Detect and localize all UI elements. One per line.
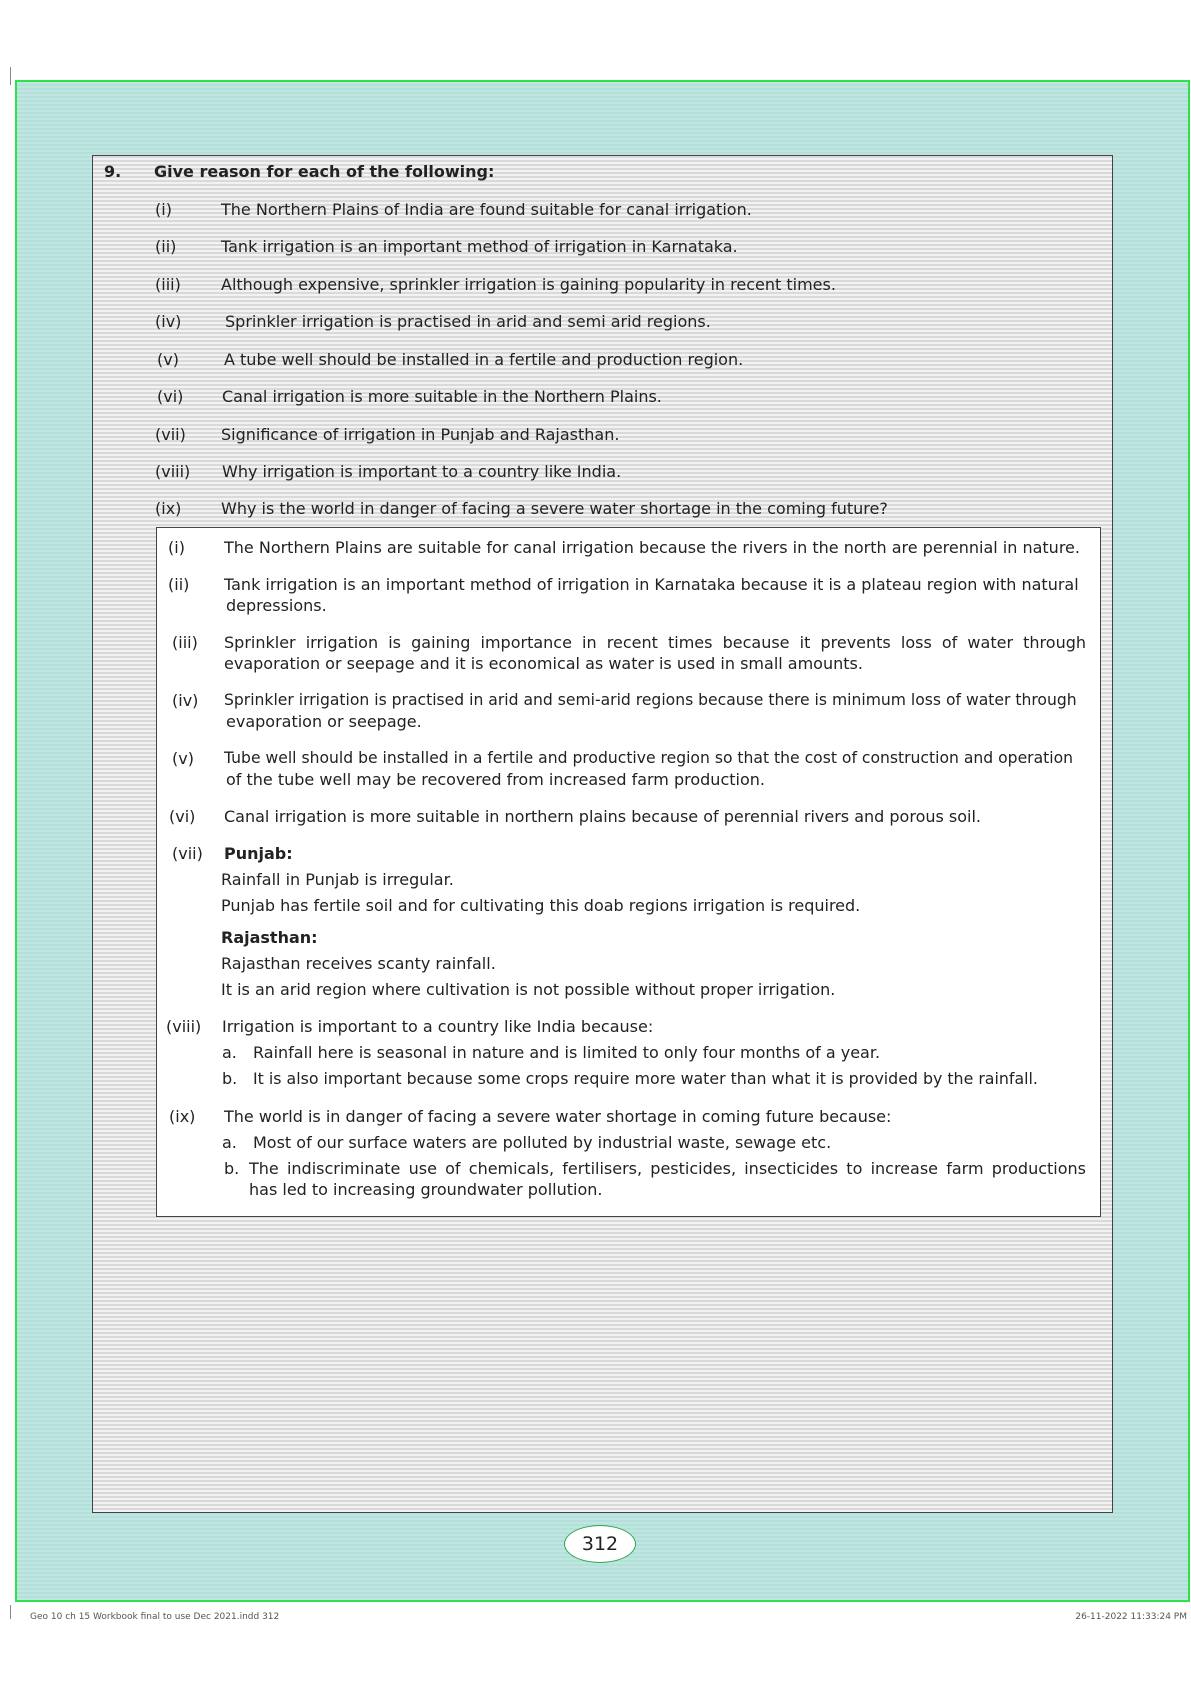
answer-text-line2: evaporation or seepage.	[226, 712, 422, 731]
answer-ix-b-line1: The indiscriminate use of chemicals, fertilisers, pesticides, insecticides to increase farm productions	[249, 1159, 1086, 1178]
footer-timestamp: 26-11-2022 11:33:24 PM	[1075, 1612, 1187, 1622]
answer-num: (ii)	[168, 575, 190, 594]
question-item-text: The Northern Plains of India are found suitable for canal irrigation.	[221, 200, 752, 219]
question-item-num: (ix)	[155, 499, 182, 518]
crop-mark-bottom	[10, 1605, 11, 1619]
answer-ix-b-line2: has led to increasing groundwater pollution.	[249, 1180, 603, 1199]
answer-ix-a-text: Most of our surface waters are polluted by industrial waste, sewage etc.	[253, 1133, 832, 1152]
answer-text: The world is in danger of facing a severe water shortage in coming future because:	[224, 1107, 892, 1126]
question-item-text: Sprinkler irrigation is practised in arid and semi arid regions.	[225, 312, 711, 331]
answer-text-line2: of the tube well may be recovered from increased farm production.	[226, 770, 765, 789]
crop-mark-top	[10, 67, 11, 85]
answer-viii-a-text: Rainfall here is seasonal in nature and is limited to only four months of a year.	[253, 1043, 881, 1062]
question-item-num: (i)	[155, 200, 172, 219]
punjab-heading: Punjab:	[224, 844, 293, 863]
answer-num: (viii)	[166, 1017, 202, 1036]
question-item-num: (vi)	[157, 387, 184, 406]
answer-num: (ix)	[169, 1107, 196, 1126]
punjab-point-1: Rainfall in Punjab is irregular.	[221, 870, 454, 889]
answer-num: (i)	[168, 538, 185, 557]
answer-num: (iv)	[172, 691, 199, 710]
punjab-point-2: Punjab has fertile soil and for cultivating this doab regions irrigation is required.	[221, 896, 861, 915]
answer-text-line2: evaporation or seepage and it is economical as water is used in small amounts.	[224, 654, 863, 673]
answer-text-line1: Sprinkler irrigation is gaining importance in recent times because it prevents loss of water through	[224, 633, 1086, 652]
rajasthan-point-1: Rajasthan receives scanty rainfall.	[221, 954, 496, 973]
page-number: 312	[564, 1525, 636, 1563]
question-item-num: (iv)	[155, 312, 182, 331]
answer-num: (vii)	[172, 844, 203, 863]
question-item-num: (viii)	[155, 462, 191, 481]
rajasthan-point-2: It is an arid region where cultivation is not possible without proper irrigation.	[221, 980, 836, 999]
answer-num: (iii)	[172, 633, 198, 652]
answer-text: The Northern Plains are suitable for canal irrigation because the rivers in the north are perennial in nature.	[224, 538, 1080, 557]
answer-viii-a-label: a.	[222, 1043, 237, 1062]
question-item-text: A tube well should be installed in a fertile and production region.	[224, 350, 744, 369]
question-item-text: Tank irrigation is an important method of irrigation in Karnataka.	[221, 237, 738, 256]
answer-viii-b-text: It is also important because some crops require more water than what it is provided by the rainfall.	[253, 1069, 1038, 1088]
question-item-num: (vii)	[155, 425, 186, 444]
question-item-text: Why irrigation is important to a country like India.	[222, 462, 622, 481]
question-item-text: Although expensive, sprinkler irrigation is gaining popularity in recent times.	[221, 275, 836, 294]
answer-text-line1: Sprinkler irrigation is practised in arid and semi-arid regions because there is minimum loss of water through	[224, 691, 1077, 709]
answer-ix-b-label: b.	[224, 1159, 240, 1178]
answer-text: Irrigation is important to a country like India because:	[222, 1017, 654, 1036]
question-number: 9.	[104, 162, 122, 181]
question-title: Give reason for each of the following:	[154, 162, 495, 181]
answer-num: (vi)	[169, 807, 196, 826]
question-item-text: Significance of irrigation in Punjab and Rajasthan.	[221, 425, 620, 444]
answer-num: (v)	[172, 749, 194, 768]
answer-text: Canal irrigation is more suitable in northern plains because of perennial rivers and porous soil.	[224, 807, 982, 826]
question-item-num: (ii)	[155, 237, 177, 256]
question-item-text: Why is the world in danger of facing a severe water shortage in the coming future?	[221, 499, 888, 518]
answer-text-line1: Tube well should be installed in a fertile and productive region so that the cost of construction and operation	[224, 749, 1073, 767]
footer-file-info: Geo 10 ch 15 Workbook final to use Dec 2021.indd 312	[30, 1612, 280, 1622]
rajasthan-heading: Rajasthan:	[221, 928, 318, 947]
answer-text-line1: Tank irrigation is an important method of irrigation in Karnataka because it is a plateau region with natural	[224, 575, 1079, 594]
question-item-num: (v)	[157, 350, 179, 369]
answer-ix-a-label: a.	[222, 1133, 237, 1152]
question-item-num: (iii)	[155, 275, 181, 294]
question-item-text: Canal irrigation is more suitable in the Northern Plains.	[222, 387, 662, 406]
answer-text-line2: depressions.	[226, 596, 327, 615]
answer-viii-b-label: b.	[222, 1069, 238, 1088]
